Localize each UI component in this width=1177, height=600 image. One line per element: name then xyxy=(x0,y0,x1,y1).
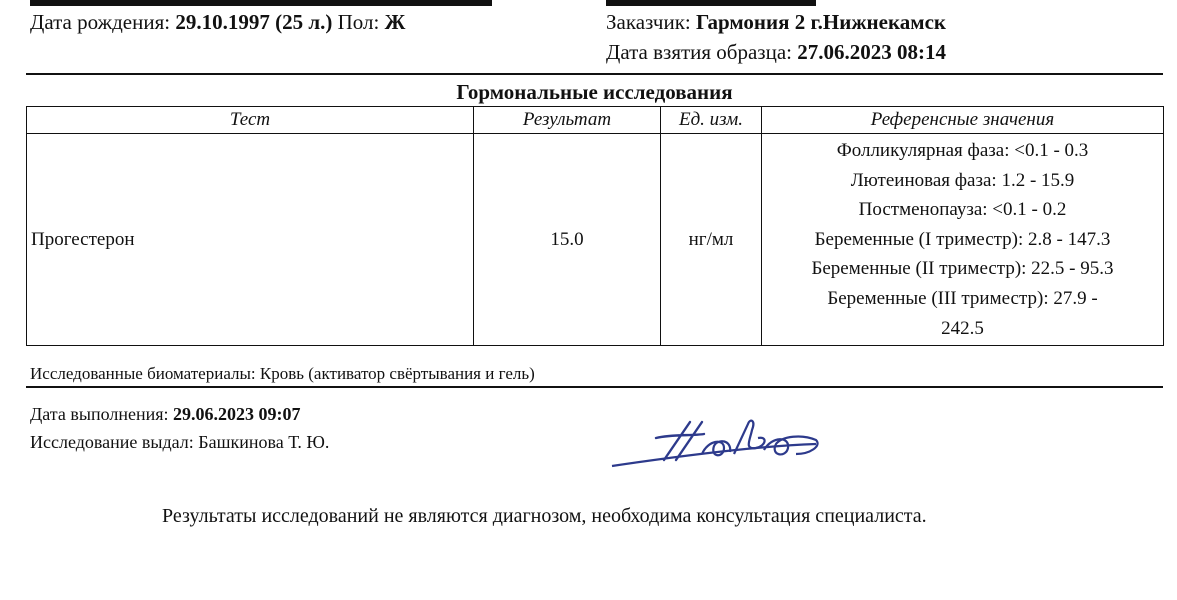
birth-label: Дата рождения: xyxy=(30,10,176,34)
column-header-test: Тест xyxy=(27,107,474,134)
reference-line: Фолликулярная фаза: <0.1 - 0.3 xyxy=(836,140,1089,161)
reference-line: Лютеиновая фаза: 1.2 - 15.9 xyxy=(850,169,1075,191)
reference-values xyxy=(762,134,1164,346)
column-header-unit: Ед. изм. xyxy=(661,107,762,134)
footer-divider xyxy=(26,386,1163,388)
section-title: Гормональные исследования xyxy=(456,80,733,104)
results-table xyxy=(26,106,1164,346)
reference-line: 242.5 xyxy=(941,317,984,339)
sample-date-label: Дата взятия образца: xyxy=(606,40,798,64)
header-divider xyxy=(26,73,1163,75)
column-header-references: Референсные значения xyxy=(762,107,1164,134)
customer-value: Гармония 2 г.Нижнекамск xyxy=(696,10,946,34)
column-header-result: Результат xyxy=(474,107,661,134)
sample-date-value: 27.06.2023 08:14 xyxy=(797,40,946,64)
sample-date-line xyxy=(606,40,946,65)
reference-line: Беременные (III триместр): 27.9 - xyxy=(827,287,1098,309)
test-name: Прогестерон xyxy=(27,134,474,346)
signature xyxy=(606,410,826,480)
reference-line: Беременные (II триместр): 22.5 - 95.3 xyxy=(811,258,1114,280)
birth-sex-line xyxy=(30,10,405,35)
customer-label: Заказчик: xyxy=(606,10,697,34)
completion-date-line xyxy=(30,404,301,425)
test-result: 15.0 xyxy=(474,134,661,346)
disclaimer: Результаты исследований не являются диагнозом, необходима консультация специалиста. xyxy=(162,505,927,527)
customer-line xyxy=(606,10,946,35)
reference-line: Беременные (I триместр): 2.8 - 147.3 xyxy=(814,228,1111,250)
table-header-row xyxy=(27,107,1164,134)
test-unit: нг/мл xyxy=(661,134,762,346)
table-row xyxy=(27,134,1164,346)
issued-by: Исследование выдал: Башкинова Т. Ю. xyxy=(30,432,330,452)
birth-value: 29.10.1997 (25 л.) xyxy=(175,10,333,34)
sex-value: Ж xyxy=(384,10,406,34)
completion-date-value: 29.06.2023 09:07 xyxy=(173,404,301,424)
sex-label: Пол: xyxy=(332,10,385,34)
reference-line: Постменопауза: <0.1 - 0.2 xyxy=(858,199,1067,221)
biomaterials-note: Исследованные биоматериалы: Кровь (активатор свёртывания и гель) xyxy=(30,364,535,383)
completion-date-label: Дата выполнения: xyxy=(30,404,174,424)
